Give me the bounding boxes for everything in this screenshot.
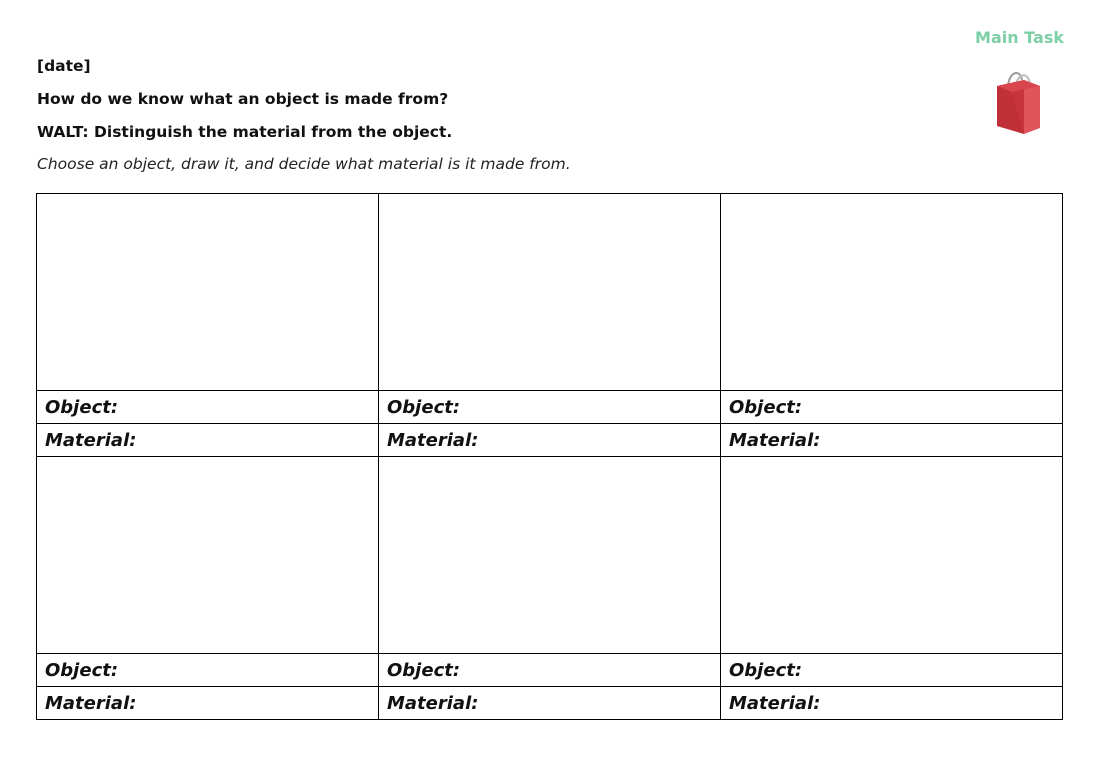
material-label-6[interactable]: Material:: [721, 687, 1063, 720]
object-label-5[interactable]: Object:: [379, 654, 721, 687]
drawing-box-2[interactable]: [379, 194, 721, 391]
object-label-1[interactable]: Object:: [37, 391, 379, 424]
object-row-2: [37, 654, 1063, 687]
material-label-1[interactable]: Material:: [37, 424, 379, 457]
drawing-box-4[interactable]: [37, 457, 379, 654]
walt-line: WALT: Distinguish the material from the object.: [37, 123, 453, 141]
drawing-box-3[interactable]: [721, 194, 1063, 391]
material-row-1: [37, 424, 1063, 457]
question-line: How do we know what an object is made from?: [37, 90, 449, 108]
object-label-2[interactable]: Object:: [379, 391, 721, 424]
object-label-3[interactable]: Object:: [721, 391, 1063, 424]
drawing-box-6[interactable]: [721, 457, 1063, 654]
material-label-5[interactable]: Material:: [379, 687, 721, 720]
material-row-2: [37, 687, 1063, 720]
worksheet-grid: [36, 193, 1063, 720]
drawing-box-5[interactable]: [379, 457, 721, 654]
drawing-row-1: [37, 194, 1063, 391]
object-label-4[interactable]: Object:: [37, 654, 379, 687]
drawing-row-2: [37, 457, 1063, 654]
date-line: [date]: [37, 57, 91, 75]
object-row-1: [37, 391, 1063, 424]
main-task-label: Main Task: [975, 28, 1064, 47]
material-label-2[interactable]: Material:: [379, 424, 721, 457]
object-label-6[interactable]: Object:: [721, 654, 1063, 687]
shopping-bag-icon: [994, 66, 1042, 136]
material-label-3[interactable]: Material:: [721, 424, 1063, 457]
material-label-4[interactable]: Material:: [37, 687, 379, 720]
instruction-line: Choose an object, draw it, and decide what material is it made from.: [37, 155, 571, 173]
drawing-box-1[interactable]: [37, 194, 379, 391]
